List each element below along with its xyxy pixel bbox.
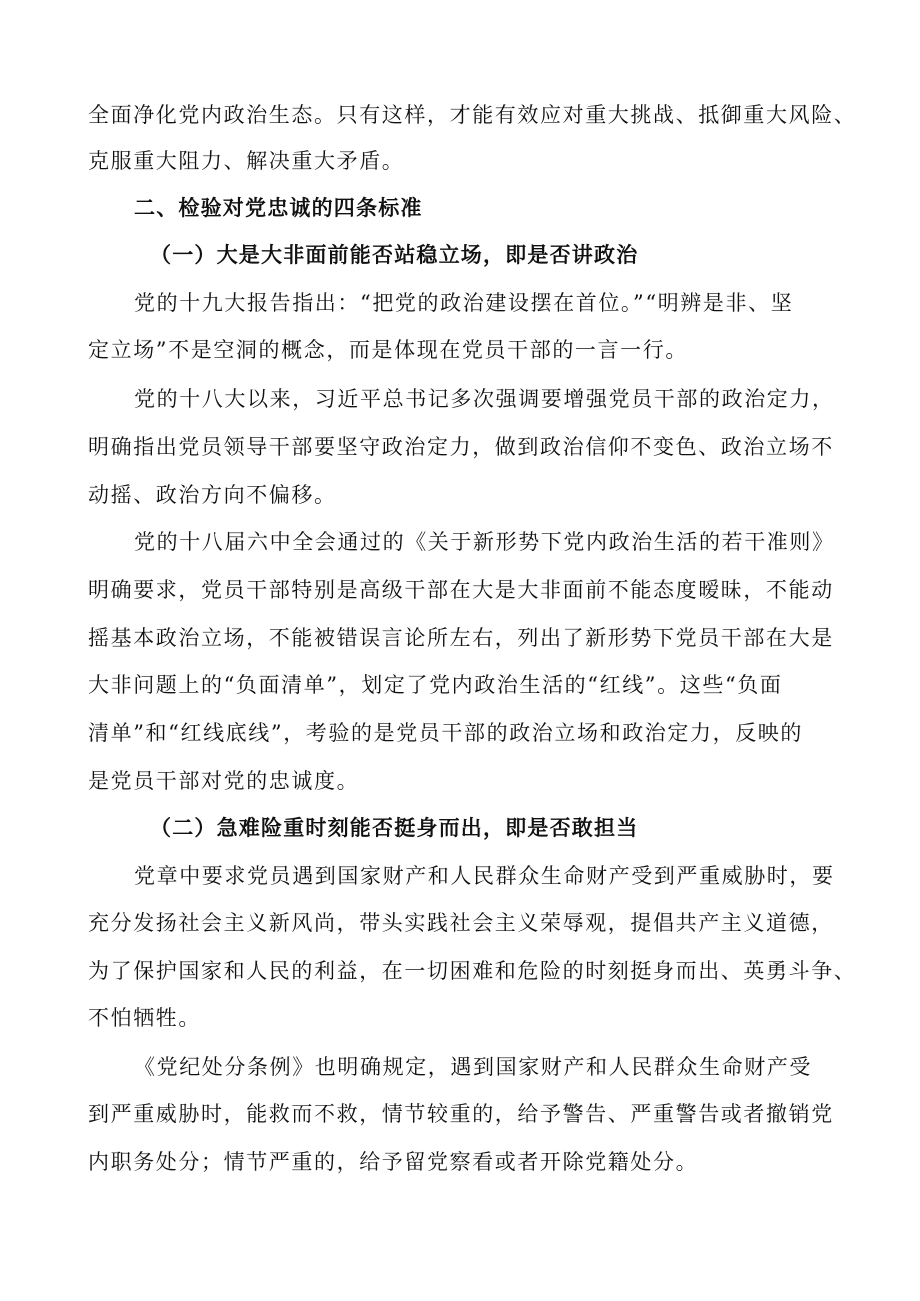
body-text-line: 定立场”不是空洞的概念，而是体现在党员干部的一言一行。 — [88, 338, 688, 362]
body-text-line: 为了保护国家和人民的利益，在一切困难和危险的时刻挺身而出、英勇斗争、 — [88, 959, 857, 983]
subsection-heading: （一）大是大非面前能否站稳立场，即是否讲政治 — [150, 243, 639, 267]
body-text-line: 不怕牺牲。 — [88, 1006, 201, 1030]
body-text-line: 克服重大阻力、解决重大矛盾。 — [88, 149, 405, 173]
body-text-line: 明确要求，党员干部特别是高级干部在大是大非面前不能态度暧昧，不能动 — [88, 578, 834, 602]
paragraph-first-line: 《党纪处分条例》也明确规定，遇到国家财产和人民群众生命财产受 — [134, 1055, 812, 1079]
body-text-line: 充分发扬社会主义新风尚，带头实践社会主义荣辱观，提倡共产主义道德， — [88, 911, 834, 935]
body-text-line: 内职务处分；情节严重的，给予留党察看或者开除党籍处分。 — [88, 1150, 699, 1174]
subsection-heading: （二）急难险重时刻能否挺身而出，即是否敢担当 — [150, 816, 639, 840]
body-text-line: 到严重威胁时，能救而不救，情节较重的，给予警告、严重警告或者撤销党 — [88, 1102, 834, 1126]
body-text-line: 动摇、政治方向不偏移。 — [88, 483, 337, 507]
body-text-line: 明确指出党员领导干部要坚守政治定力，做到政治信仰不变色、政治立场不 — [88, 435, 834, 459]
section-heading: 二、检验对党忠诚的四条标准 — [134, 196, 423, 220]
paragraph-first-line: 党的十八大以来，习近平总书记多次强调要增强党员干部的政治定力， — [134, 387, 835, 411]
body-text-line: 全面净化党内政治生态。只有这样，才能有效应对重大挑战、抵御重大风险、 — [88, 103, 857, 127]
paragraph-first-line: 党的十八届六中全会通过的《关于新形势下党内政治生活的若干准则》 — [134, 530, 835, 554]
body-text-line: 摇基本政治立场，不能被错误言论所左右，列出了新形势下党员干部在大是 — [88, 626, 834, 650]
body-text-line: 清单”和“红线底线”，考验的是党员干部的政治立场和政治定力，反映的 — [88, 721, 804, 745]
body-text-line: 大非问题上的“负面清单”，划定了党内政治生活的“红线”。这些“负面 — [88, 673, 783, 697]
body-text-line: 是党员干部对党的忠诚度。 — [88, 769, 360, 793]
paragraph-first-line: 党的十九大报告指出：“把党的政治建设摆在首位。”“明辨是非、坚 — [134, 291, 794, 315]
paragraph-first-line: 党章中要求党员遇到国家财产和人民群众生命财产受到严重威胁时，要 — [134, 864, 835, 888]
